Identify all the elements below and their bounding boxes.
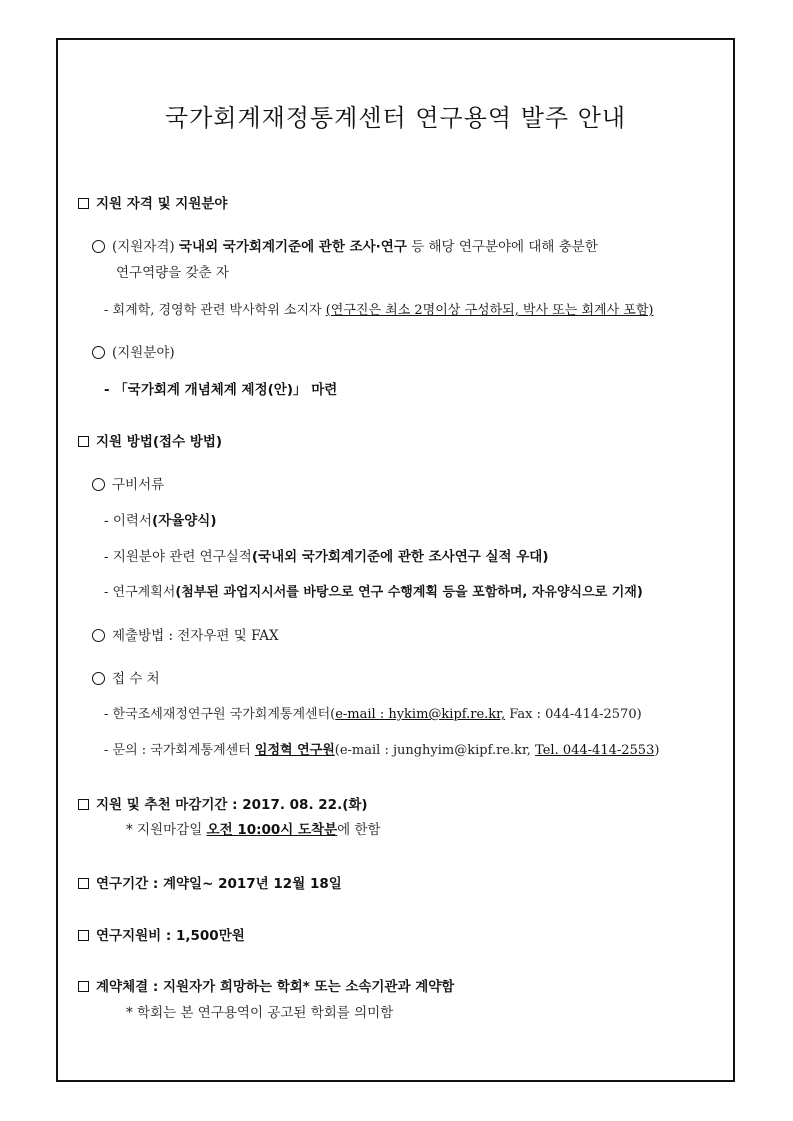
circle-bullet-icon [92,478,105,491]
document-item-research: - 지원분야 관련 연구실적(국내외 국가회계기준에 관한 조사연구 실적 우대) [104,549,549,565]
document-item-resume: - 이력서(자율양식) [104,513,217,529]
section-contract: 계약체결 : 지원자가 희망하는 학회* 또는 소속기관과 계약함 [78,978,454,996]
receiver-label-line: 접 수 처 [92,670,160,688]
checkbox-square-icon [78,930,89,941]
checkbox-square-icon [78,878,89,889]
contact-phone-link[interactable]: Tel. 044-414-2553 [535,743,655,758]
qualification-continued: 연구역량을 갖춘 자 [116,265,229,281]
checkbox-square-icon [78,198,89,209]
deadline-note: * 지원마감일 오전 10:00시 도착분에 한함 [126,822,381,838]
section-deadline: 지원 및 추천 마감기간 : 2017. 08. 22.(화) [78,796,368,814]
section-qualification: 지원 자격 및 지원분야 [78,195,227,213]
section-funding: 연구지원비 : 1,500만원 [78,927,245,945]
document-frame [56,38,735,1082]
checkbox-square-icon [78,981,89,992]
qualification-sub-item: - 회계학, 경영학 관련 박사학위 소지자 (연구진은 최소 2명이상 구성하되, 박사 또는 회계사 포함) [104,303,654,318]
contract-note: * 학회는 본 연구용역이 공고된 학회를 의미함 [126,1005,394,1021]
circle-bullet-icon [92,240,105,253]
circle-bullet-icon [92,346,105,359]
field-item: - 「국가회계 개념체계 제정(안)」 마련 [104,382,338,398]
circle-bullet-icon [92,629,105,642]
qualification-line: (지원자격) 국내외 국가회계기준에 관한 조사·연구 등 해당 연구분야에 대해 충분한 [92,238,598,256]
receiver-item-center: - 한국조세재정연구원 국가회계통계센터(e-mail : hykim@kipf.re.kr, Fax : 044-414-2570) [104,707,642,722]
checkbox-square-icon [78,799,89,810]
page-title: 국가회계재정통계센터 연구용역 발주 안내 [164,104,627,132]
checkbox-square-icon [78,436,89,447]
receiver-item-inquiry: - 문의 : 국가회계통계센터 임정혁 연구원(e-mail : junghyim@kipf.re.kr, Tel. 044-414-2553) [104,743,660,758]
section-method: 지원 방법(접수 방법) [78,433,222,451]
submission-method-line: 제출방법 : 전자우편 및 FAX [92,627,279,645]
documents-label-line: 구비서류 [92,476,164,494]
contact-email-link[interactable]: e-mail : hykim@kipf.re.kr, [335,707,506,722]
document-item-plan: - 연구계획서(첨부된 과업지시서를 바탕으로 연구 수행계획 등을 포함하며, 자유양식으로 기재) [104,585,643,600]
circle-bullet-icon [92,672,105,685]
field-label-line: (지원분야) [92,344,175,362]
section-period: 연구기간 : 계약일~ 2017년 12월 18일 [78,875,342,893]
